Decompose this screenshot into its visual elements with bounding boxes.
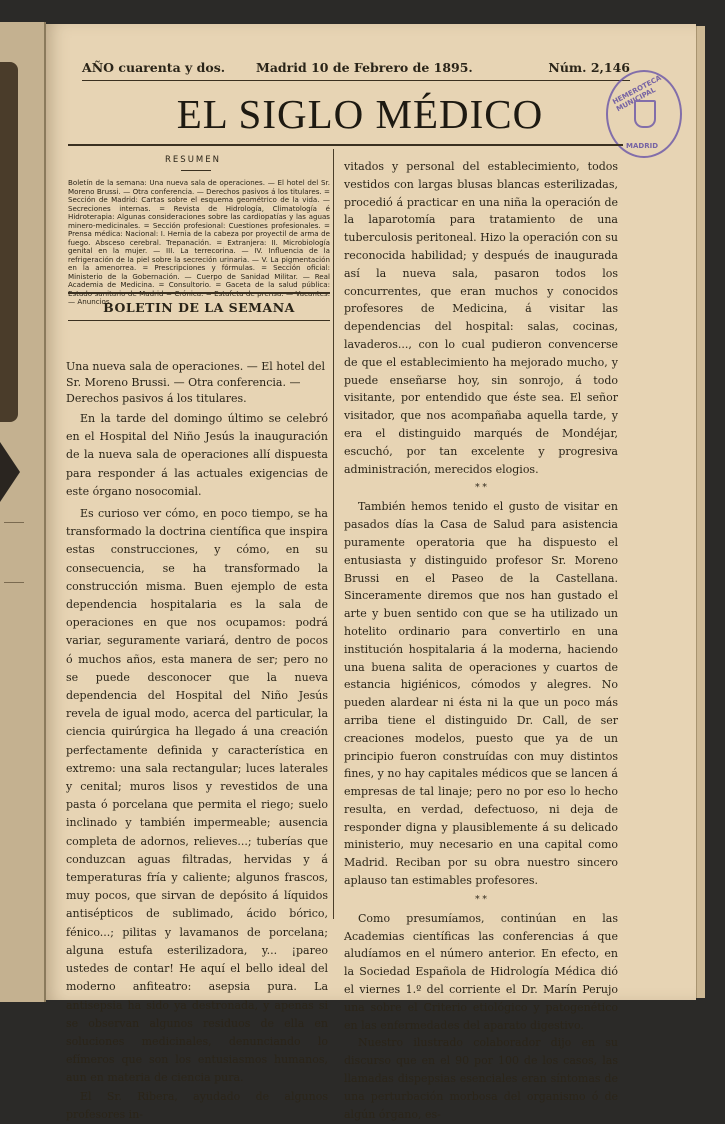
year-label: AÑO cuarenta y dos. <box>82 60 226 75</box>
binding-strip <box>0 62 18 422</box>
coat-of-arms-icon <box>634 100 656 128</box>
stamp-city: MADRID <box>626 142 658 150</box>
newspaper-page <box>46 24 696 1121</box>
paragraph: Como presumíamos, continúan en las Academias científicas las conferencias á que aludíamos en el número anterior. En efecto, en la Sociedad Española de Hidrología Médica dió el viernes 1.º del corriente el Dr. Marín Perujo una sobre el Criterio etiológico y patogenético en las enfermedades del aparato digestivo. <box>344 911 618 1032</box>
paragraph: En la tarde del domingo último se celebró en el Hospital del Niño Jesús la inauguración de la nueva sala de operaciones allí dispuesta para responder á las actuales exigencias de este órgano nosocomial. <box>66 412 328 498</box>
resumen-rule <box>181 170 211 171</box>
paragraph: Es curioso ver cómo, en poco tiempo, se ha transformado la doctrina científica que inspira estas construcciones, y cómo, en su consecuencia, se ha transformado la construcción misma. Buen ejemplo de esta dependencia hospitalaria es la sala de operaciones en que nos ocupamos: podrá variar, seguramente variará, dentro de pocos ó muchos años, esta manera de ser; pero no se puede desconocer que la nueva dependencia del Hospital del Niño Jesús revela de igual modo, acerca del particular, la ciencia quirúrgica ha llegado á una creación perfectamente definida y característica en extremo: una sala rectangular; luces laterales y cenital; muros lisos y revestidos de una pasta ó porcelana que permita el riego; suelo inclinado y también impermeable; ausencia completa de adornos, relieves...; tuberías que conduzcan aguas filtradas, hervidas y á temperaturas fría y caliente; algunos frascos, muy pocos, que sirvan de depósito á líquidos antisépticos de sublimado, ácido bórico, fénico...; pilitas y lavamanos de porcelana; alguna estufa esterilizadora, y... ¡pareo ustedes de contar! He aquí el bello ideal del moderno anfiteatro: asepsia pura. La antisepsia ha sido ya destronada, y apenas si se observan algunos residuos de ella en soluciones medicinales, denunciando lo efímeros que son los entusiasmos humanos, aun en materia de ciencia pura. <box>66 507 328 1085</box>
paragraph: El Sr. Ribera, ayudado de algunos profesores in- <box>66 1089 328 1121</box>
section-title: BOLETIN DE LA SEMANA <box>103 300 295 315</box>
header-rule <box>82 80 630 81</box>
column-divider <box>333 149 334 919</box>
masthead-rule <box>68 144 623 146</box>
separator: * * <box>475 483 487 494</box>
right-column <box>344 158 618 1123</box>
resumen-heading: RESUMEN <box>165 155 221 165</box>
margin-tick <box>4 582 24 583</box>
separator: * * <box>475 894 487 905</box>
resumen-text: Boletín de la semana: Una nueva sala de operaciones. — El hotel del Sr. Moreno Brussi. — Otra conferencia. — Derechos pasivos á los titulares. = Sección de Madrid: Cartas sobre el esquema geométrico de la vida. — Secreciones internas. = Revista de Hidrología, Climatología é Hidroterapia: Algunas consideraciones sobre las cardiopatías y las aguas minero-medicinales. = Sección profesional: Cuestiones profesionales. = Prensa médica: Nacional: I. Hernia de la cabeza por proyectil de arma de fuego. Absceso cerebral. Trepanación. = Extranjera: II. Microbiología genital en la mujer. — III. La terrecorina. — IV. Influencia de la refrigeración de la piel sobre la secreción urinaria. — V. La pigmentación en la amenorrea. = Prescripciones y fórmulas. = Sección oficial: Ministerio de la Gobernación. — Cuerpo de Sanidad Militar. — Real Academia de Medicina. = Consultorio. = Gaceta de la salud pública: — Anuncios. <box>68 178 330 306</box>
page-edge <box>696 26 705 998</box>
article-subtitle: Una nueva sala de operaciones. — El hotel del Sr. Moreno Brussi. — Otra conferencia. — Derechos pasivos á los titulares. <box>66 360 325 405</box>
paragraph: También hemos tenido el gusto de visitar en pasados días la Casa de Salud para asistencia puramente operatoria que ha dispuesto el entusiasta y distinguido profesor Sr. Moreno Brussi en el Paseo de la Castellana. Sinceramente diremos que nos han gustado el arte y buen sentido con que se ha utilizado un hotelito ordinario para convertirlo en una institución hospitalaria á la moderna, haciendo una buena salita de operaciones y cuartos de estancia higiénicos, cómodos y alegres. No pueden alardear ni ésta ni la que un poco más arriba tiene el distinguido Dr. Call, de ser creaciones modelos, puesto que ya de un principio fueron construídas con muy distintos fines, y no hay capitales médicos que se lancen á empresas de tal linaje; pero no por eso lo hecho resulta, en verdad, defectuoso, ni deja de responder digna y plausiblemente á su delicado ministerio, muy necesario en una capital como Madrid. Reciban por su obra nuestro sincero aplauso tan estimables profesores. <box>344 500 618 888</box>
paragraph: vitados y personal del establecimiento, todos vestidos con largas blusas blancas esterilizadas, procedió á practicar en una niña la operación de la laparotomía para tratamiento de una tuberculosis peritoneal. Hizo la operación con su reconocida habilidad; y después de inaugurada así la nueva sala, pasaron todos los concurrentes, que eran muchos y conocidos profesores de Medicina, á visitar las dependencias del hospital: salas, cocinas, lavaderos..., con lo cual pudieron convencerse de que el establecimiento ha mejorado mucho, y puede enseñarse hoy, sin sonrojo, á todo visitante, por entendido que éste sea. El señor visitador, que nos acompañaba aquella tarde, y era el distinguido marqués de Mondéjar, escuchó, por tan excelente y progresiva administración, merecidos elogios. <box>344 160 618 476</box>
paragraph: Nuestro ilustrado colaborador dijo en su discurso que en el 90 por 100 de los casos, las llamadas dispepsias esenciales eran síntomas de una perturbación morbosa del organismo ó de algún órgano, es- <box>344 1036 618 1121</box>
masthead-title: EL SIGLO MÉDICO <box>176 91 544 137</box>
section-rule-bottom <box>68 320 330 321</box>
section-rule-top <box>68 292 330 294</box>
margin-tick <box>4 522 24 523</box>
left-column <box>66 410 328 1124</box>
binding-mark <box>0 442 20 502</box>
stamp-text: HEMEROTECA MUNICIPAL <box>611 73 663 114</box>
issue-number: Núm. 2,146 <box>548 60 630 75</box>
facing-page-edge <box>0 22 46 1002</box>
date-label: Madrid 10 de Febrero de 1895. <box>256 60 473 75</box>
header-line <box>82 60 630 80</box>
